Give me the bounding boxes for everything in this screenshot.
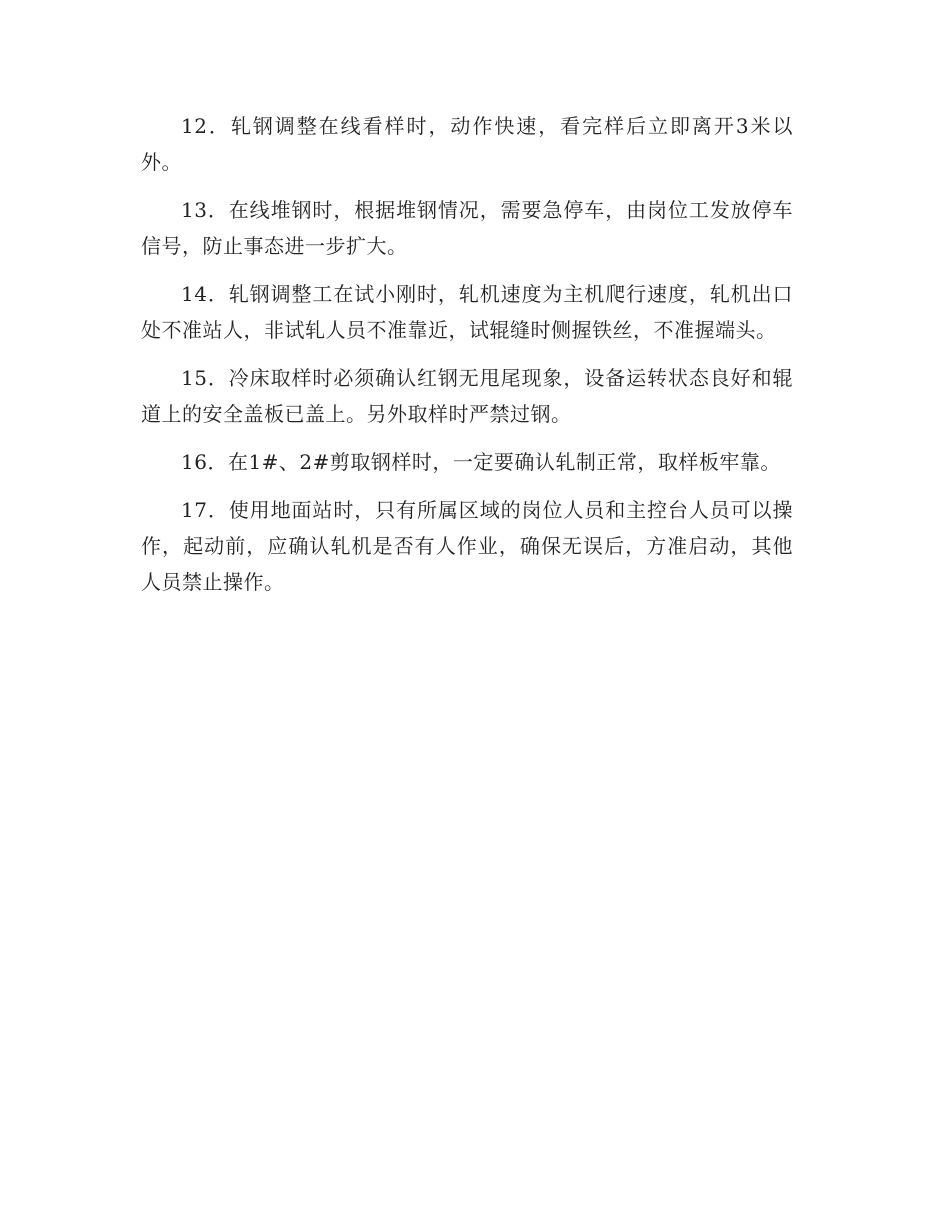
document-body: [141, 108, 793, 612]
paragraph-item-12: 12．轧钢调整在线看样时，动作快速，看完样后立即离开3米以外。: [141, 114, 793, 174]
paragraph-item-13: 13．在线堆钢时，根据堆钢情况，需要急停车，由岗位工发放停车信号，防止事态进一步扩大。: [141, 198, 793, 258]
paragraph-item-16: 16．在1#、2#剪取钢样时，一定要确认轧制正常，取样板牢靠。: [181, 450, 781, 474]
paragraph-item-14: 14．轧钢调整工在试小刚时，轧机速度为主机爬行速度，轧机出口处不准站人，非试轧人员不准靠近，试辊缝时侧握铁丝，不准握端头。: [141, 282, 793, 342]
paragraph-item-17: 17．使用地面站时，只有所属区域的岗位人员和主控台人员可以操作，起动前，应确认轧机是否有人作业，确保无误后，方准启动，其他人员禁止操作。: [141, 498, 793, 594]
paragraph-item-15: 15．冷床取样时必须确认红钢无甩尾现象，设备运转状态良好和辊道上的安全盖板已盖上。另外取样时严禁过钢。: [141, 366, 793, 426]
